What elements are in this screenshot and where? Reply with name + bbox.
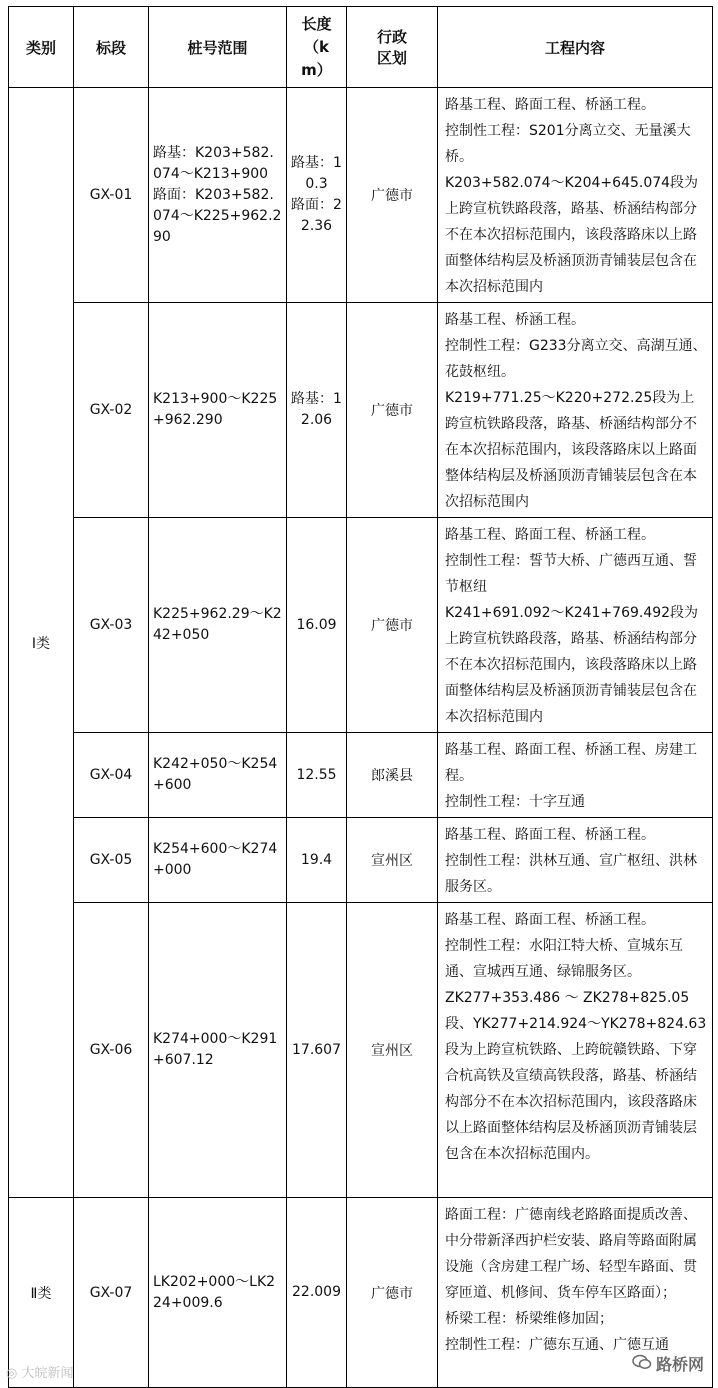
- watermark-left-text: 大皖新闻: [21, 1366, 74, 1381]
- length-cell: 12.55: [287, 733, 347, 818]
- stake-range-cell: 路基：K203+582.074～K213+900 路面：K203+582.074～K225+962.290: [149, 88, 287, 303]
- category-cell: Ⅰ类: [9, 88, 74, 1198]
- watermark-right-text: 路桥网: [655, 1355, 704, 1374]
- table-row: [9, 88, 713, 303]
- section-cell: GX-06: [74, 903, 149, 1198]
- length-cell: 19.4: [287, 818, 347, 903]
- wechat-icon: [632, 1354, 652, 1374]
- stake-range-cell: K213+900～K225+962.290: [149, 303, 287, 518]
- table-row: [9, 733, 713, 818]
- watermark-logo-icon: ◎: [6, 1366, 18, 1381]
- category-cell: Ⅱ类: [9, 1198, 74, 1388]
- district-cell: 宣州区: [347, 818, 438, 903]
- content-cell: 路基工程、路面工程、桥涵工程、房建工程。 控制性工程：十字互通: [438, 733, 713, 818]
- table-row: [9, 303, 713, 518]
- watermark-right: [632, 1352, 704, 1375]
- table-row: [9, 818, 713, 903]
- section-cell: GX-04: [74, 733, 149, 818]
- stake-range-cell: K274+000～K291+607.12: [149, 903, 287, 1198]
- length-cell: 16.09: [287, 518, 347, 733]
- district-cell: 广德市: [347, 303, 438, 518]
- length-cell: 路基：12.06: [287, 303, 347, 518]
- section-cell: GX-01: [74, 88, 149, 303]
- section-cell: GX-07: [74, 1198, 149, 1388]
- header-section: 标段: [74, 7, 149, 88]
- length-cell: 路基：10.3 路面：22.36: [287, 88, 347, 303]
- header-stake-range: 桩号范围: [149, 7, 287, 88]
- stake-range-cell: K242+050～K254+600: [149, 733, 287, 818]
- table-row: [9, 518, 713, 733]
- table-row: [9, 1198, 713, 1388]
- watermark-left: [6, 1362, 74, 1381]
- header-district: 行政区划: [347, 7, 438, 88]
- length-cell: 17.607: [287, 903, 347, 1198]
- content-cell: 路基工程、路面工程、桥涵工程。 控制性工程：S201分离立交、无量溪大桥。 K203+582.074～K204+645.074段为上跨宣杭铁路段落，路基、桥涵结构部分不在本次招标范围内，该段落路床以上路面整体结构层及桥涵顶沥青铺装层包含在本次招标范围内: [438, 88, 713, 303]
- table-row: [9, 903, 713, 1198]
- bid-sections-table: [8, 6, 713, 1388]
- header-category: 类别: [9, 7, 74, 88]
- length-cell: 22.009: [287, 1198, 347, 1388]
- district-cell: 广德市: [347, 518, 438, 733]
- header-content: 工程内容: [438, 7, 713, 88]
- district-cell: 广德市: [347, 88, 438, 303]
- table-header-row: [9, 7, 713, 88]
- section-cell: GX-02: [74, 303, 149, 518]
- content-cell: 路基工程、路面工程、桥涵工程。 控制性工程：水阳江特大桥、宣城东互通、宣城西互通、绿锦服务区。 ZK277+353.486 ～ ZK278+825.05段、YK277+214.924～YK278+824.63段为上跨宣杭铁路、上跨皖赣铁路、下穿合杭高铁及宣绩高铁段落，路基、桥涵结构部分不在本次招标范围内，该段落路床以上路面整体结构层及桥涵顶沥青铺装层包含在本次招标范围内。: [438, 903, 713, 1198]
- stake-range-cell: LK202+000～LK224+009.6: [149, 1198, 287, 1388]
- district-cell: 郎溪县: [347, 733, 438, 818]
- district-cell: 广德市: [347, 1198, 438, 1388]
- district-cell: 宣州区: [347, 903, 438, 1198]
- section-cell: GX-05: [74, 818, 149, 903]
- content-cell: 路基工程、路面工程、桥涵工程。 控制性工程：洪林互通、宣广枢纽、洪林服务区。: [438, 818, 713, 903]
- stake-range-cell: K225+962.29～K242+050: [149, 518, 287, 733]
- content-cell: 路基工程、桥涵工程。 控制性工程：G233分离立交、高湖互通、花鼓枢纽。 K219+771.25～K220+272.25段为上跨宣杭铁路段落，路基、桥涵结构部分不在本次招标范围内，该段落路床以上路面整体结构层及桥涵顶沥青铺装层包含在本次招标范围内: [438, 303, 713, 518]
- stake-range-cell: K254+600～K274+000: [149, 818, 287, 903]
- header-length: 长度（km）: [287, 7, 347, 88]
- section-cell: GX-03: [74, 518, 149, 733]
- content-cell: 路基工程、路面工程、桥涵工程。 控制性工程：誓节大桥、广德西互通、誓节枢纽 K241+691.092～K241+769.492段为上跨宣杭铁路段落，路基、桥涵结构部分不在本次招标范围内，该段落路床以上路面整体结构层及桥涵顶沥青铺装层包含在本次招标范围内: [438, 518, 713, 733]
- content-cell: 路面工程：广德南线老路路面提质改善、中分带新泽西护栏安装、路肩等路面附属设施（含房建工程广场、轻型车路面、贯穿匝道、机修间、货车停车区路面）； 桥梁工程：桥梁维修加固； 控制性工程：广德东互通、广德互通: [438, 1198, 713, 1388]
